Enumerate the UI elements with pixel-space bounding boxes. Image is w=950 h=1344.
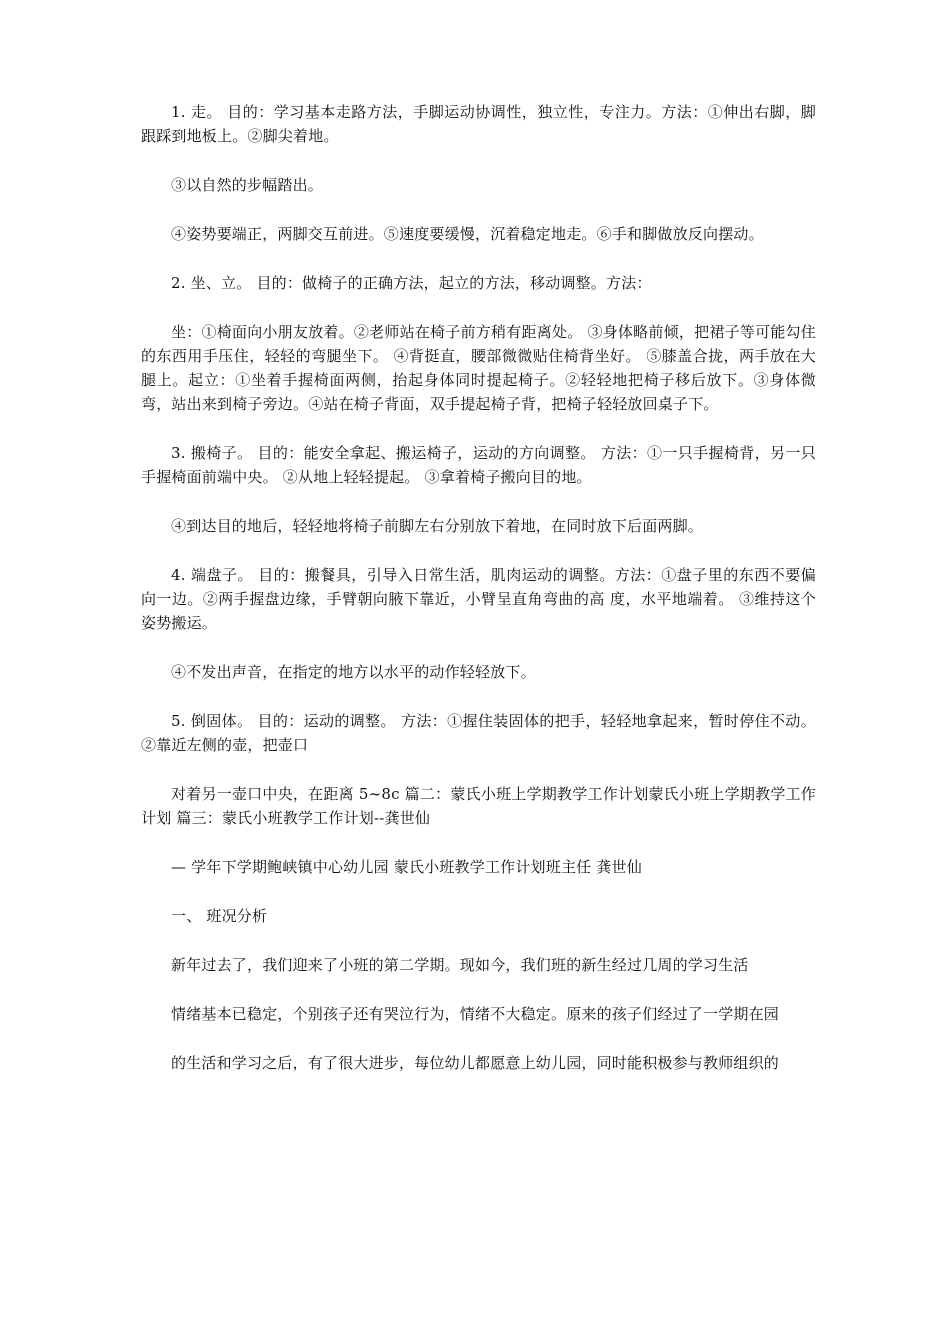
paragraph-carry-chair: 3. 搬椅子。 目的：能安全拿起、搬运椅子，运动的方向调整。 方法：①一只手握椅背，另一只手握椅面前端中央。 ②从地上轻轻提起。 ③拿着椅子搬向目的地。 [141,444,816,486]
paragraph-pour-solids-cont: 对着另一壶口中央，在距离 5~8c 篇二：蒙氏小班上学期教学工作计划蒙氏小班上学期教学工作计划 篇三：蒙氏小班教学工作计划--龚世仙 [141,785,816,827]
paragraph-carry-chair-step-4: ④到达目的地后，轻轻地将椅子前脚左右分别放下着地，在同时放下后面两脚。 [171,517,704,535]
document-body [141,100,816,1100]
paragraph-carry-tray-step-4: ④不发出声音，在指定的地方以水平的动作轻轻放下。 [171,663,536,681]
paragraph-walk: 1. 走。 目的：学习基本走路方法，手脚运动协调性，独立性，专注力。方法：①伸出右脚，脚跟踩到地板上。②脚尖着地。 [141,103,816,145]
paragraph-carry-tray: 4. 端盘子。 目的：搬餐具，引导入日常生活，肌肉运动的调整。方法：①盘子里的东西不要偏向一边。②两手握盘边缘，手臂朝向腋下靠近，小臂呈直角弯曲的高 度，水平地端着。 ③维持这个姿势搬运。 [141,566,816,632]
paragraph-walk-step-3: ③以自然的步幅踏出。 [171,176,324,194]
section-heading-class-analysis: 一、 班况分析 [171,907,268,925]
paragraph-analysis-3: 的生活和学习之后，有了很大进步，每位幼儿都愿意上幼儿园，同时能积极参与教师组织的 [171,1054,780,1072]
paragraph-analysis-1: 新年过去了，我们迎来了小班的第二学期。现如今，我们班的新生经过几周的学习生活 [171,956,749,974]
paragraph-pour-solids: 5. 倒固体。 目的：运动的调整。 方法：①握住装固体的把手，轻轻地拿起来，暂时停住不动。 ②靠近左侧的壶，把壶口 [141,712,816,754]
paragraph-sit-stand-method: 坐：①椅面向小朋友放着。②老师站在椅子前方稍有距离处。 ③身体略前倾，把裙子等可能勾住的东西用手压住，轻轻的弯腿坐下。 ④背挺直，腰部微微贴住椅背坐好。 ⑤膝盖合拢，两手放在大腿上。起立：①坐着手握椅面两侧，抬起身体同时提起椅子。②轻轻地把椅子移后放下。③身体微弯，站出来到椅子旁边。④站在椅子背面，双手提起椅子背，把椅子轻轻放回桌子下。 [141,323,816,413]
paragraph-analysis-2: 情绪基本已稳定，个别孩子还有哭泣行为，情绪不大稳定。原来的孩子们经过了一学期在园 [171,1005,780,1023]
paragraph-walk-steps-4-6: ④姿势要端正，两脚交互前进。⑤速度要缓慢，沉着稳定地走。⑥手和脚做放反向摆动。 [171,225,764,243]
paragraph-sit-stand: 2. 坐、立。 目的：做椅子的正确方法，起立的方法，移动调整。方法： [171,274,652,292]
paragraph-plan-heading: — 学年下学期鲍峡镇中心幼儿园 蒙氏小班教学工作计划班主任 龚世仙 [171,858,642,876]
